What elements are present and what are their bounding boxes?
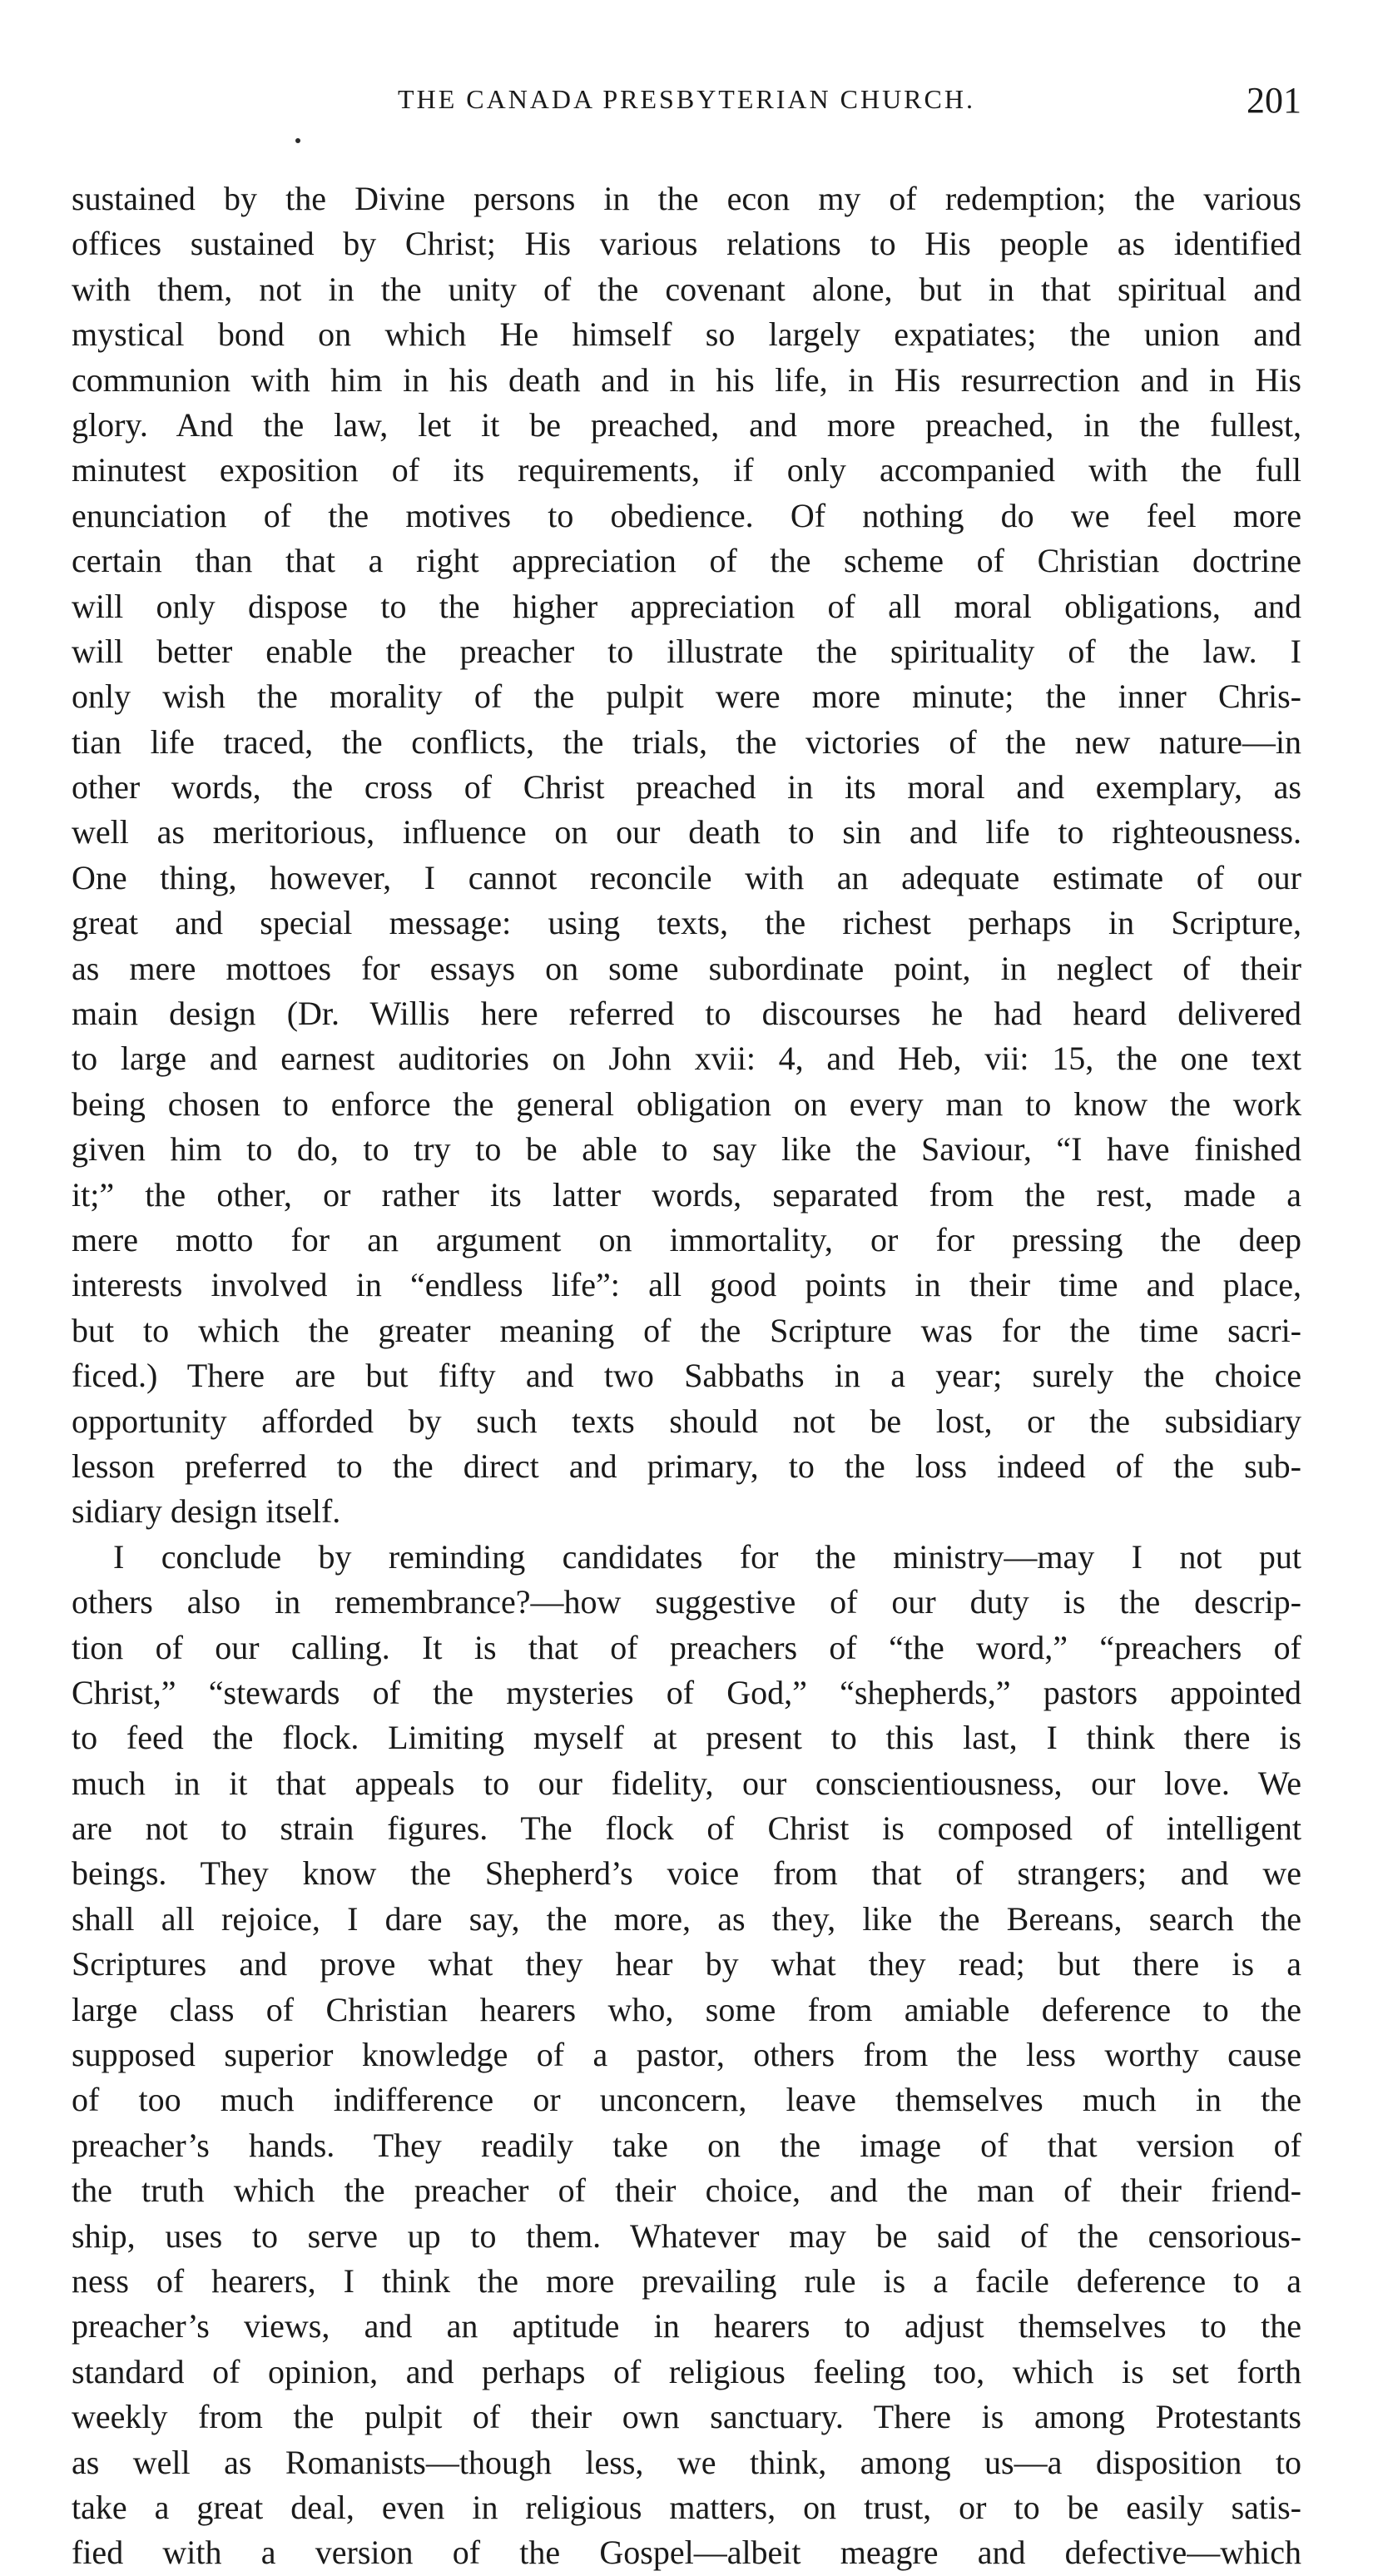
text-line: are not to strain figures. The flock of Christ is composed of intelligent xyxy=(72,1809,1301,1848)
text-line: opportunity afforded by such texts should not be lost, or the subsidiary xyxy=(72,1402,1301,1440)
text-line: enunciation of the motives to obedience. Of nothing do we feel more xyxy=(72,496,1301,534)
text-line: interests involved in “endless life”: all good points in their time and place, xyxy=(72,1266,1301,1304)
text-line: mystical bond on which He himself so largely expatiates; the union and xyxy=(72,315,1301,354)
text-line: others also in remembrance?—how suggestive of our duty is the descrip- xyxy=(72,1583,1301,1621)
text-line: will better enable the preacher to illustrate the spirituality of the law. I xyxy=(72,632,1301,670)
text-line: main design (Dr. Willis here referred to discourses he had heard delivered xyxy=(72,995,1301,1033)
text-line: ship, uses to serve up to them. Whatever may be said of the censorious- xyxy=(72,2216,1301,2255)
text-line: Scriptures and prove what they hear by what they read; but there is a xyxy=(72,1945,1301,1983)
text-line: lesson preferred to the direct and primary, to the loss indeed of the sub- xyxy=(72,1447,1301,1485)
text-line: minutest exposition of its requirements, if only accompanied with the full xyxy=(72,451,1301,489)
text-line: given him to do, to try to be able to say like the Saviour, “I have finished xyxy=(72,1130,1301,1169)
body-text xyxy=(72,176,1301,2576)
text-line: to large and earnest auditories on John xvii: 4, and Heb, vii: 15, the one text xyxy=(72,1040,1301,1078)
text-line: it;” the other, or rather its latter words, separated from the rest, made a xyxy=(72,1175,1301,1214)
print-speck xyxy=(295,138,300,143)
text-line: communion with him in his death and in his life, in His resurrection and in His xyxy=(72,360,1301,399)
text-line: tian life traced, the conflicts, the trials, the victories of the new nature—in xyxy=(72,722,1301,761)
text-line: supposed superior knowledge of a pastor, others from the less worthy cause xyxy=(72,2036,1301,2074)
text-line: glory. And the law, let it be preached, and more preached, in the fullest, xyxy=(72,405,1301,444)
text-line: large class of Christian hearers who, some from amiable deference to the xyxy=(72,1990,1301,2028)
text-line: fied with a version of the Gospel—albeit meagre and defective—which xyxy=(72,2534,1301,2572)
running-head xyxy=(72,79,1301,129)
text-line: offices sustained by Christ; His various relations to His people as identified xyxy=(72,225,1301,263)
text-line: sustained by the Divine persons in the econ my of redemption; the various xyxy=(72,180,1301,217)
text-line: as well as Romanists—though less, we think, among us—a disposition to xyxy=(72,2443,1301,2481)
text-line: well as meritorious, influence on our death to sin and life to righteousness. xyxy=(72,813,1301,851)
text-line: ness of hearers, I think the more prevailing rule is a facile deference to a xyxy=(72,2261,1301,2300)
text-line: as mere mottoes for essays on some subordinate point, in neglect of their xyxy=(72,949,1301,987)
text-line: ficed.) There are but fifty and two Sabbaths in a year; surely the choice xyxy=(72,1357,1301,1395)
text-line: the truth which the preacher of their choice, and the man of their friend- xyxy=(72,2171,1301,2210)
text-line: Christ,” “stewards of the mysteries of God,” “shepherds,” pastors appointed xyxy=(72,1673,1301,1711)
text-line: weekly from the pulpit of their own sanctuary. There is among Protestants xyxy=(72,2398,1301,2436)
text-line: with them, not in the unity of the covenant alone, but in that spiritual and xyxy=(72,270,1301,308)
page-number: 201 xyxy=(1247,80,1301,121)
text-line: beings. They know the Shepherd’s voice from that of strangers; and we xyxy=(72,1854,1301,1893)
text-line: much in it that appeals to our fidelity, our conscientiousness, our love. We xyxy=(72,1764,1301,1802)
text-line: to feed the flock. Limiting myself at present to this last, I think there is xyxy=(72,1719,1301,1757)
text-line: preacher’s views, and an aptitude in hearers to adjust themselves to the xyxy=(72,2307,1301,2345)
text-line: mere motto for an argument on immortality, or for pressing the deep xyxy=(72,1220,1301,1258)
text-line: standard of opinion, and perhaps of religious feeling too, which is set forth xyxy=(72,2352,1301,2390)
text-line: One thing, however, I cannot reconcile with an adequate estimate of our xyxy=(72,858,1301,896)
text-line: preacher’s hands. They readily take on the image of that version of xyxy=(72,2126,1301,2164)
text-line: of too much indifference or unconcern, leave themselves much in the xyxy=(72,2081,1301,2119)
paragraph-start-line: I conclude by reminding candidates for the ministry—may I not put xyxy=(113,1537,1301,1576)
text-line: take a great deal, even in religious matters, on trust, or to be easily satis- xyxy=(72,2488,1301,2526)
text-line: tion of our calling. It is that of preachers of “the word,” “preachers of xyxy=(72,1628,1301,1666)
text-line: only wish the morality of the pulpit were more minute; the inner Chris- xyxy=(72,678,1301,716)
text-line: but to which the greater meaning of the Scripture was for the time sacri- xyxy=(72,1311,1301,1349)
paragraph-end-line: sidiary design itself. xyxy=(72,1492,341,1531)
text-line: being chosen to enforce the general obligation on every man to know the work xyxy=(72,1085,1301,1123)
text-line: great and special message: using texts, the richest perhaps in Scripture, xyxy=(72,904,1301,942)
text-line: will only dispose to the higher appreciation of all moral obligations, and xyxy=(72,587,1301,625)
text-line: other words, the cross of Christ preached in its moral and exemplary, as xyxy=(72,768,1301,807)
text-line: certain than that a right appreciation of the scheme of Christian doctrine xyxy=(72,542,1301,580)
text-line: shall all rejoice, I dare say, the more, as they, like the Bereans, search the xyxy=(72,1899,1301,1938)
running-title: THE CANADA PRESBYTERIAN CHURCH. xyxy=(398,84,975,114)
